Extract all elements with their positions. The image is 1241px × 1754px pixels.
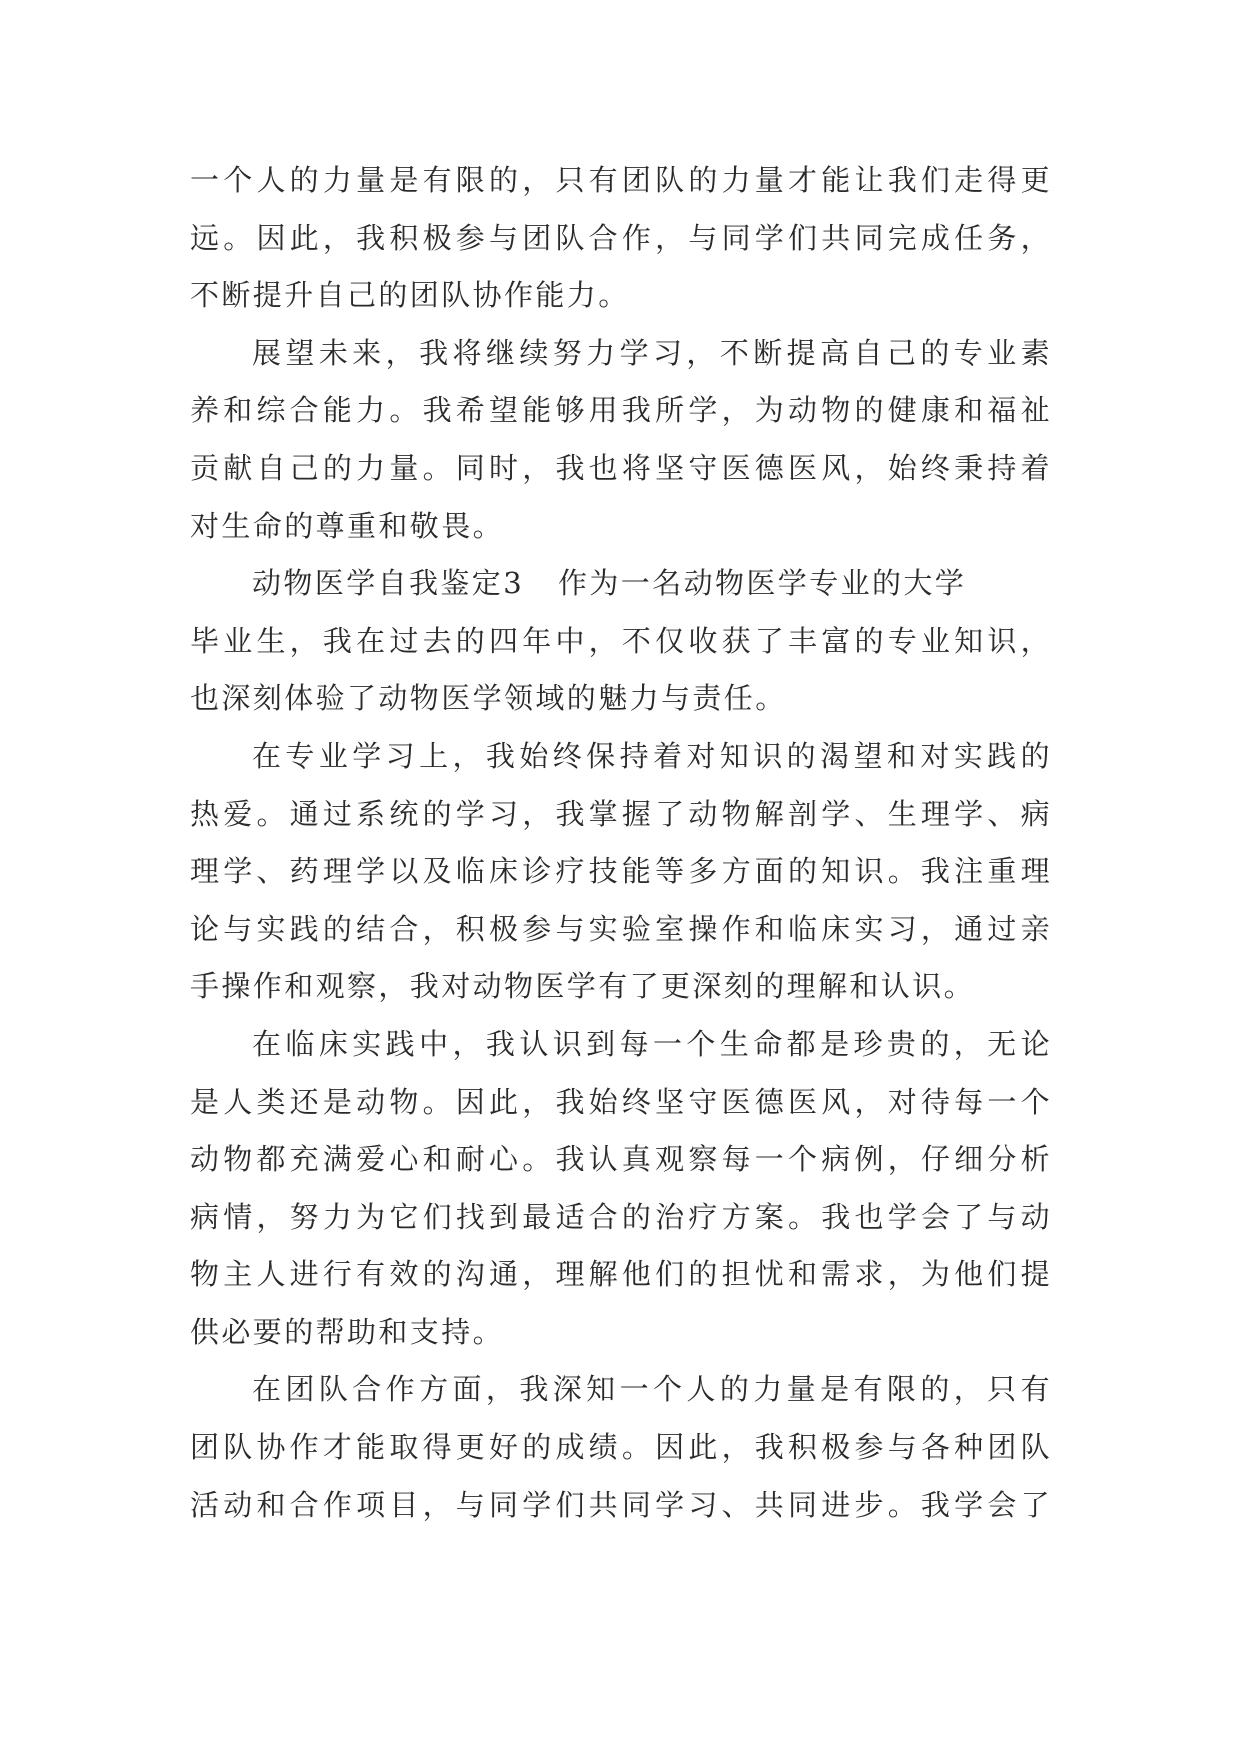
text-line: 理学、药理学以及临床诊疗技能等多方面的知识。我注重理 (190, 854, 1052, 889)
text-line (190, 555, 1052, 613)
text-line: 论与实践的结合，积极参与实验室操作和临床实习，通过亲 (190, 911, 1052, 946)
text-line: 展望未来，我将继续努力学习，不断提高自己的专业素 (252, 335, 1052, 370)
text-line: 不断提升自己的团队协作能力。 (190, 278, 630, 313)
text-line: 热爱。通过系统的学习，我掌握了动物解剖学、生理学、病 (190, 796, 1052, 831)
text-line: 在临床实践中，我认识到每一个生命都是珍贵的，无论 (252, 1026, 1052, 1061)
text-line: 物主人进行有效的沟通，理解他们的担忧和需求，为他们提 (190, 1257, 1052, 1292)
text-line: 养和综合能力。我希望能够用我所学，为动物的健康和福祉 (190, 393, 1052, 428)
section-heading: 动物医学自我鉴定3 (252, 566, 525, 601)
text-run: 作为一名动物医学专业的大学 (558, 566, 967, 601)
text-line: 远。因此，我积极参与团队合作，与同学们共同完成任务， (190, 220, 1052, 255)
text-line: 对生命的尊重和敬畏。 (190, 508, 505, 543)
text-line: 在专业学习上，我始终保持着对知识的渴望和对实践的 (252, 738, 1052, 773)
text-line: 在团队合作方面，我深知一个人的力量是有限的，只有 (252, 1372, 1052, 1407)
document-body (190, 152, 1052, 1534)
text-line: 团队协作才能取得更好的成绩。因此，我积极参与各种团队 (190, 1430, 1052, 1465)
text-line: 一个人的力量是有限的，只有团队的力量才能让我们走得更 (190, 163, 1052, 197)
text-line: 也深刻体验了动物医学领域的魅力与责任。 (190, 681, 787, 716)
text-line: 手操作和观察，我对动物医学有了更深刻的理解和认识。 (190, 969, 976, 1004)
text-line: 供必要的帮助和支持。 (190, 1314, 505, 1349)
text-line: 是人类还是动物。因此，我始终坚守医德医风，对待每一个 (190, 1084, 1052, 1119)
text-line: 毕业生，我在过去的四年中，不仅收获了丰富的专业知识， (190, 623, 1052, 658)
text-line: 动物都充满爱心和耐心。我认真观察每一个病例，仔细分析 (190, 1142, 1052, 1177)
text-line: 病情，努力为它们找到最适合的治疗方案。我也学会了与动 (190, 1199, 1052, 1234)
text-line: 贡献自己的力量。同时，我也将坚守医德医风，始终秉持着 (190, 450, 1052, 485)
text-line: 活动和合作项目，与同学们共同学习、共同进步。我学会了 (190, 1487, 1052, 1522)
